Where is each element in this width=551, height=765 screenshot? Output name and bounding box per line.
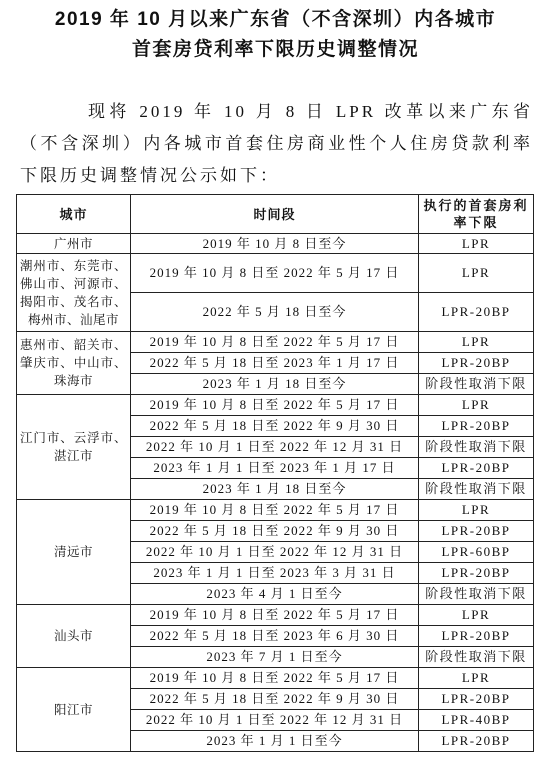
header-period: 时间段 xyxy=(131,195,419,234)
table-header xyxy=(17,195,534,234)
rate-cell: LPR-20BP xyxy=(419,689,534,710)
table-row xyxy=(17,254,534,293)
title-line-2: 首套房贷利率下限历史调整情况 xyxy=(131,39,419,60)
rate-cell: LPR xyxy=(419,668,534,689)
period-cell: 2022 年 5 月 18 日至 2022 年 9 月 30 日 xyxy=(131,689,419,710)
rate-cell: LPR xyxy=(419,605,534,626)
city-cell: 广州市 xyxy=(17,234,131,254)
period-cell: 2023 年 1 月 1 日至 2023 年 3 月 31 日 xyxy=(131,563,419,584)
city-group xyxy=(17,668,534,752)
rate-cell: LPR xyxy=(419,332,534,353)
period-cell: 2023 年 1 月 1 日至 2023 年 1 月 17 日 xyxy=(131,458,419,479)
table-row xyxy=(17,332,534,353)
rate-cell: 阶段性取消下限 xyxy=(419,584,534,605)
period-cell: 2022 年 10 月 1 日至 2022 年 12 月 31 日 xyxy=(131,542,419,563)
rate-cell: 阶段性取消下限 xyxy=(419,374,534,395)
table-row xyxy=(17,234,534,254)
city-group xyxy=(17,234,534,254)
city-group xyxy=(17,254,534,332)
rate-cell: LPR xyxy=(419,500,534,521)
period-cell: 2019 年 10 月 8 日至 2022 年 5 月 17 日 xyxy=(131,332,419,353)
rate-cell: LPR-20BP xyxy=(419,353,534,374)
city-cell: 潮州市、东莞市、佛山市、河源市、揭阳市、茂名市、梅州市、汕尾市 xyxy=(17,254,131,332)
period-cell: 2022 年 10 月 1 日至 2022 年 12 月 31 日 xyxy=(131,710,419,731)
period-cell: 2019 年 10 月 8 日至 2022 年 5 月 17 日 xyxy=(131,605,419,626)
rate-table xyxy=(16,194,534,752)
rate-cell: LPR-20BP xyxy=(419,293,534,332)
rate-cell: 阶段性取消下限 xyxy=(419,647,534,668)
period-cell: 2023 年 1 月 18 日至今 xyxy=(131,374,419,395)
rate-cell: 阶段性取消下限 xyxy=(419,479,534,500)
table-row xyxy=(17,395,534,416)
city-cell: 汕头市 xyxy=(17,605,131,668)
rate-cell: LPR-20BP xyxy=(419,416,534,437)
city-cell: 清远市 xyxy=(17,500,131,605)
period-cell: 2022 年 5 月 18 日至 2022 年 9 月 30 日 xyxy=(131,416,419,437)
period-cell: 2022 年 5 月 18 日至 2023 年 1 月 17 日 xyxy=(131,353,419,374)
city-group xyxy=(17,332,534,395)
city-cell: 江门市、云浮市、湛江市 xyxy=(17,395,131,500)
period-cell: 2022 年 5 月 18 日至 2022 年 9 月 30 日 xyxy=(131,521,419,542)
rate-cell: LPR xyxy=(419,254,534,293)
period-cell: 2023 年 4 月 1 日至今 xyxy=(131,584,419,605)
rate-cell: LPR-20BP xyxy=(419,626,534,647)
rate-cell: LPR-60BP xyxy=(419,542,534,563)
period-cell: 2023 年 1 月 1 日至今 xyxy=(131,731,419,752)
rate-cell: 阶段性取消下限 xyxy=(419,437,534,458)
rate-cell: LPR-20BP xyxy=(419,563,534,584)
table-row xyxy=(17,668,534,689)
header-rate: 执行的首套房利率下限 xyxy=(419,195,534,234)
period-cell: 2023 年 7 月 1 日至今 xyxy=(131,647,419,668)
period-cell: 2019 年 10 月 8 日至今 xyxy=(131,234,419,254)
period-cell: 2022 年 5 月 18 日至 2023 年 6 月 30 日 xyxy=(131,626,419,647)
rate-cell: LPR xyxy=(419,395,534,416)
period-cell: 2022 年 5 月 18 日至今 xyxy=(131,293,419,332)
title-line-1: 2019 年 10 月以来广东省（不含深圳）内各城市 xyxy=(54,9,497,30)
city-group xyxy=(17,500,534,605)
city-group xyxy=(17,605,534,668)
rate-cell: LPR-20BP xyxy=(419,458,534,479)
period-cell: 2019 年 10 月 8 日至 2022 年 5 月 17 日 xyxy=(131,668,419,689)
city-cell: 阳江市 xyxy=(17,668,131,752)
rate-cell: LPR-40BP xyxy=(419,710,534,731)
rate-cell: LPR xyxy=(419,234,534,254)
city-group xyxy=(17,395,534,500)
header-city: 城市 xyxy=(17,195,131,234)
city-cell: 惠州市、韶关市、肇庆市、中山市、珠海市 xyxy=(17,332,131,395)
period-cell: 2023 年 1 月 18 日至今 xyxy=(131,479,419,500)
period-cell: 2019 年 10 月 8 日至 2022 年 5 月 17 日 xyxy=(131,500,419,521)
intro-paragraph: 现将 2019 年 10 月 8 日 LPR 改革以来广东省（不含深圳）内各城市首套住房商业性个人住房贷款利率下限历史调整情况公示如下： xyxy=(20,102,533,185)
document-title xyxy=(0,5,551,65)
rate-cell: LPR-20BP xyxy=(419,521,534,542)
period-cell: 2019 年 10 月 8 日至 2022 年 5 月 17 日 xyxy=(131,395,419,416)
table-header-row xyxy=(17,195,534,234)
table-row xyxy=(17,605,534,626)
period-cell: 2019 年 10 月 8 日至 2022 年 5 月 17 日 xyxy=(131,254,419,293)
period-cell: 2022 年 10 月 1 日至 2022 年 12 月 31 日 xyxy=(131,437,419,458)
table-row xyxy=(17,500,534,521)
rate-cell: LPR-20BP xyxy=(419,731,534,752)
